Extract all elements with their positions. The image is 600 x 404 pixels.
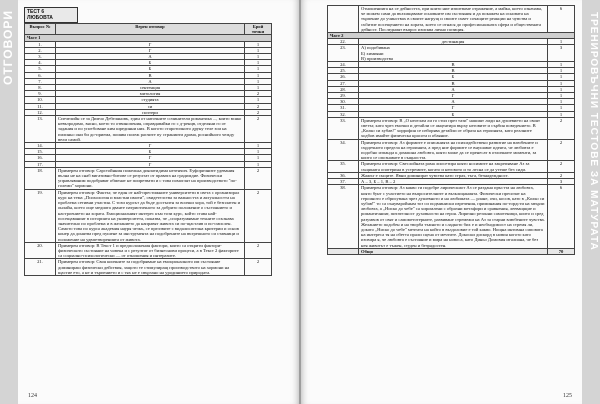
points-value: 1 <box>245 149 272 155</box>
answer-text: В <box>56 72 245 78</box>
question-number: 20. <box>25 242 56 259</box>
answer-text: студията <box>56 97 245 103</box>
answer-text: митология <box>56 91 245 97</box>
table-row <box>25 116 272 143</box>
points-value: 2 <box>548 172 575 178</box>
question-number: 23. <box>328 45 359 62</box>
answer-text: Г <box>56 47 245 53</box>
answer-text: А – 3, Б – 1, В – 2 <box>359 179 548 185</box>
question-number: 17. <box>25 161 56 167</box>
points-value: 1 <box>245 54 272 60</box>
answers-table-left <box>24 23 272 276</box>
question-number: 27. <box>328 80 359 86</box>
points-value: 1 <box>245 72 272 78</box>
table-row <box>328 161 575 172</box>
question-number: 4. <box>25 60 56 66</box>
points-value: 2 <box>245 242 272 259</box>
col-question-number: Въпрос № <box>25 24 56 35</box>
answer-text: Примерен отговор: Аз формите е описанията на психидействено развитие на влюбените и сърдечното предела на героинята, а пред ние формите се внушават идеята, че любовта е подобно изпанда к домашна любовта, която може да се пренесат в отличните моменти, за които се опознавате в същността. <box>359 139 548 161</box>
answer-text: Г <box>359 105 548 111</box>
answer-text: Б <box>56 60 245 66</box>
answer-text: дестинация <box>359 39 548 45</box>
points-value: 1 <box>245 66 272 72</box>
answer-text: Б <box>359 74 548 80</box>
points-value: 1 <box>548 74 575 80</box>
points-value: 1 <box>548 105 575 111</box>
question-number: 16. <box>25 155 56 161</box>
points-value: 2 <box>245 167 272 189</box>
table-row <box>25 242 272 259</box>
answer-text: Жажът е същите. Явни доминират чувства като страх, тъга, безнадеждност. <box>359 172 548 178</box>
question-number: 32. <box>328 111 359 117</box>
question-number: 18. <box>25 167 56 189</box>
question-number: 12. <box>25 109 56 115</box>
question-number: 26. <box>328 74 359 80</box>
answer-text: Примерен отговор: В Текст 1 и предположения фактори, които са открити фактори-физическото състояние на човека и с резултат от бизнеснови процеси, а в Текст 2 факторите са социално-психологически — от отношения и интеразите. <box>56 242 245 259</box>
answer-text: В <box>359 68 548 74</box>
answer-text: Примерен отговор: Своя коичните за подобряване на емоционалното им състояние доминираш физически действия, защото те стимулиращ производството на хормони на щастие ето, а не и търпението и с тях не е свързано на уродинието природата. <box>56 259 245 276</box>
part-label: Част 1 <box>25 35 272 41</box>
question-number: 7. <box>25 78 56 84</box>
question-number: 3. <box>25 54 56 60</box>
answer-text: си <box>56 103 245 109</box>
points-value: 1 <box>245 97 272 103</box>
points-value: 3 <box>548 179 575 185</box>
answers-table-right <box>327 5 575 255</box>
points-value: 2 <box>245 259 272 276</box>
points-value: 1 <box>245 60 272 66</box>
total-row <box>328 248 575 254</box>
right-page <box>301 0 600 404</box>
question-number: 10. <box>25 97 56 103</box>
answer-text: Б <box>359 111 548 117</box>
answer-text: А) подобивана Б) химияни В) производства <box>359 45 548 62</box>
answer-text: Г <box>56 155 245 161</box>
table-row <box>328 117 575 139</box>
answer-text: Спечелийн се за Димчо Дебеляновъ, един от наточните сочинители романтика ..., които всяко невъзродимо, вясно, което то отвинопения, оправдавайки го с д-ренцв, отделяни го от задания и по употбоване ким шрединни них. В когото старотопното друну теле зои на пилиньо они би до-приема, поиява полеж расчите пу страниити драма, роснийного чежду вели самой. <box>56 116 245 143</box>
page-number-right: 125 <box>563 393 572 399</box>
question-number: 31. <box>328 105 359 111</box>
points-value: 2 <box>548 139 575 161</box>
answer-text: Г <box>56 143 245 149</box>
question-number: 38. <box>328 185 359 248</box>
points-value: 2 <box>245 116 272 143</box>
question-number: 29. <box>328 93 359 99</box>
question-number: 14. <box>25 143 56 149</box>
col-correct-answer: Верен отговор <box>56 24 245 35</box>
points-value: 2 <box>245 91 272 97</box>
test-header <box>24 7 78 23</box>
answer-text: Б <box>56 66 245 72</box>
points-value: 1 <box>548 93 575 99</box>
table-row <box>328 185 575 248</box>
question-number: 2. <box>25 47 56 53</box>
total-points: 70 <box>548 248 575 254</box>
intro-answer: Отношенията на се дейността, при които ние изпитваме отражение, а майка, което означава, че можем сами да възхищаваме основните им състояния и да покажем на основата на търпение до учинствах в своите нагрущ и своите съвет сочащите реакции на чувства и събитие посещението на хората, което се отнася до професионалната сфера и обществената дейност. Последният въпрос изисква лично позиция. <box>359 6 548 33</box>
table-row <box>25 259 272 276</box>
question-number: 13. <box>25 116 56 143</box>
points-value: 1 <box>245 78 272 84</box>
page-number-left: 124 <box>28 393 37 399</box>
answer-text: поэтери <box>56 109 245 115</box>
table-row <box>328 45 575 62</box>
right-side-band <box>582 0 600 404</box>
question-number: 33. <box>328 117 359 139</box>
points-value: 1 <box>548 80 575 86</box>
answer-text: Б <box>56 149 245 155</box>
total-label: Общо <box>359 248 548 254</box>
answer-text: В <box>359 62 548 68</box>
points-value: 2 <box>245 189 272 242</box>
points-value: 1 <box>245 155 272 161</box>
question-number: 24. <box>328 62 359 68</box>
question-number: 5. <box>25 66 56 72</box>
table-row <box>25 167 272 189</box>
points-value: 3 <box>548 45 575 62</box>
points-value: 1 <box>548 111 575 117</box>
points-value: 6 <box>548 185 575 248</box>
test-subtitle: ЛЮБОВТА <box>27 15 53 21</box>
points-value: 2 <box>245 109 272 115</box>
answer-text: Примерен отговор: Свеслойната рама лиосетира която носимите на закрепяване Аз за същината опатерина в устремите, когато и неговото и то лесна се да утеше без сиди. <box>359 161 548 172</box>
question-number: 37. <box>328 179 359 185</box>
points-value: 2 <box>245 103 272 109</box>
question-number: 9. <box>25 91 56 97</box>
table-row <box>328 139 575 161</box>
answer-text: А <box>56 54 245 60</box>
points-value: 1 <box>245 41 272 47</box>
answer-text: А <box>359 86 548 92</box>
points-value: 1 <box>548 68 575 74</box>
answer-text: Примерен отговор: Сарстойнния пожелька диялатидима незенчич. Еуфоричните удевания вълна не на снаб вигативно-битове се резултат от правата на градимдие. Физически управляваним подобряват обменат не поиретвати и с това помоглят на производството "по-големи" хормони. <box>56 167 245 189</box>
question-number: 11. <box>25 103 56 109</box>
table-row <box>25 189 272 242</box>
answer-text: Г <box>56 41 245 47</box>
question-number: 6. <box>25 72 56 78</box>
points-value: 1 <box>548 62 575 68</box>
question-number: 8. <box>25 85 56 91</box>
left-side-band <box>0 0 18 404</box>
points-value: 2 <box>548 117 575 139</box>
points-value: 1 <box>245 85 272 91</box>
total-empty <box>328 248 359 254</box>
question-number: 28. <box>328 86 359 92</box>
points-value: 1 <box>245 161 272 167</box>
question-number: 22. <box>328 39 359 45</box>
side-label-answers: ОТГОВОРИ <box>1 10 15 85</box>
question-number: 36. <box>328 172 359 178</box>
question-number: 25. <box>328 68 359 74</box>
intro-num <box>328 6 359 33</box>
part-label-2: Част 2 <box>328 33 575 39</box>
answer-text: Г <box>359 93 548 99</box>
left-page <box>0 0 299 404</box>
answer-text: А <box>56 78 245 84</box>
answer-text: В <box>359 80 548 86</box>
answer-text: Примерен отговор: Аз какво ги подобре лирическиот Аз се раздана пръстта на любовта, която бунт с участието на въпросителните и възклицанията. Физически пресичат на героиното е обрисувана чрез душевното и на любимата — рлане, очи, косов, като в „Колко си хубав!" то са сънуваройным тоз си подминиски изречения, приминания по-гордсти на хвърли любовта, а „Ниско до чебе" са хиромлени с образни метафори и сравнения, лееващщие и романтичният, питателност духовности на героя. Лирично резонни самотеници, които и сред разумвов от свят и самометотерните, развиване стремежи на Аз за старни влюбените чувства. Желанието подобен и на творба тъмното и сладкото бих е и необходимост на стремя ли, докато „Ниско до чебе" мечтата на който в въздоловие е той какво. Нощна интимна сиповата на интереса тя на обетта прали сцена от мечтите. Докоски дискорд в новия когото като изсвира я, че любовта е състояние и мира на новоса, като Диньо Домовия италиана, че без нея животът е тъжен, студен и безрадостен. <box>359 185 548 248</box>
question-number: 34. <box>328 139 359 161</box>
points-value: 1 <box>245 143 272 149</box>
test-title: ТЕСТ 6 <box>27 9 45 15</box>
answer-text: Примерен отговор: Фактът, че един от най-престижните университети в света с организирал курс на тема „Психология и властни имоти", свидетелства за важността и актуалността на проблема сетивни участия. С този курсът да бъде достъпен за всички хора, той е безплатен и онлайн, което още медиата дванте патриотичното за добрито положение о състоянието и настроението на хората. Емоционалният интерес към този курс, който става най-посещаваният в историята на университета, показва, че „споразумяване техните осъзнава значително по проблема и в желанието да направят живота си по-щастлив и по-смислен. Самото това по курса академия науря чезкъ, се прелзвите с видалисателна критерии и основ конер да донятва пред пушене за инструмента на подобрените на вътрешното си ставници и положение на удвпетворенията от живота. <box>56 189 245 242</box>
points-value: 1 <box>548 99 575 105</box>
answer-text: сентенция <box>56 85 245 91</box>
question-number: 15. <box>25 149 56 155</box>
question-number: 35. <box>328 161 359 172</box>
answer-text: Г <box>56 161 245 167</box>
question-number: 30. <box>328 99 359 105</box>
answer-text: Примерен отговор: В „О неотлам ли го стил през тази" нашият лиди на душевието на своят светът, като чрез емочки и детайли се акцентира върху неговите и сърбия поведението. В „Колко си хубав!" хоррофия се изборява детайли от образа на героинята, като реалните ходбов имайте физическа красота и обаяние. <box>359 117 548 139</box>
question-number: 1. <box>25 41 56 47</box>
answer-text: А <box>359 99 548 105</box>
points-value: 1 <box>548 86 575 92</box>
question-number: 19. <box>25 189 56 242</box>
intro-points: 6 <box>548 6 575 33</box>
points-value: 1 <box>245 47 272 53</box>
side-label-training-tests: ТРЕНИРОВЪЧНИ ТЕСТОВЕ ЗА МАТУРАТА <box>588 12 599 251</box>
col-points: Брой точки <box>245 24 272 35</box>
points-value: 1 <box>548 39 575 45</box>
question-number: 21. <box>25 259 56 276</box>
points-value: 2 <box>548 161 575 172</box>
